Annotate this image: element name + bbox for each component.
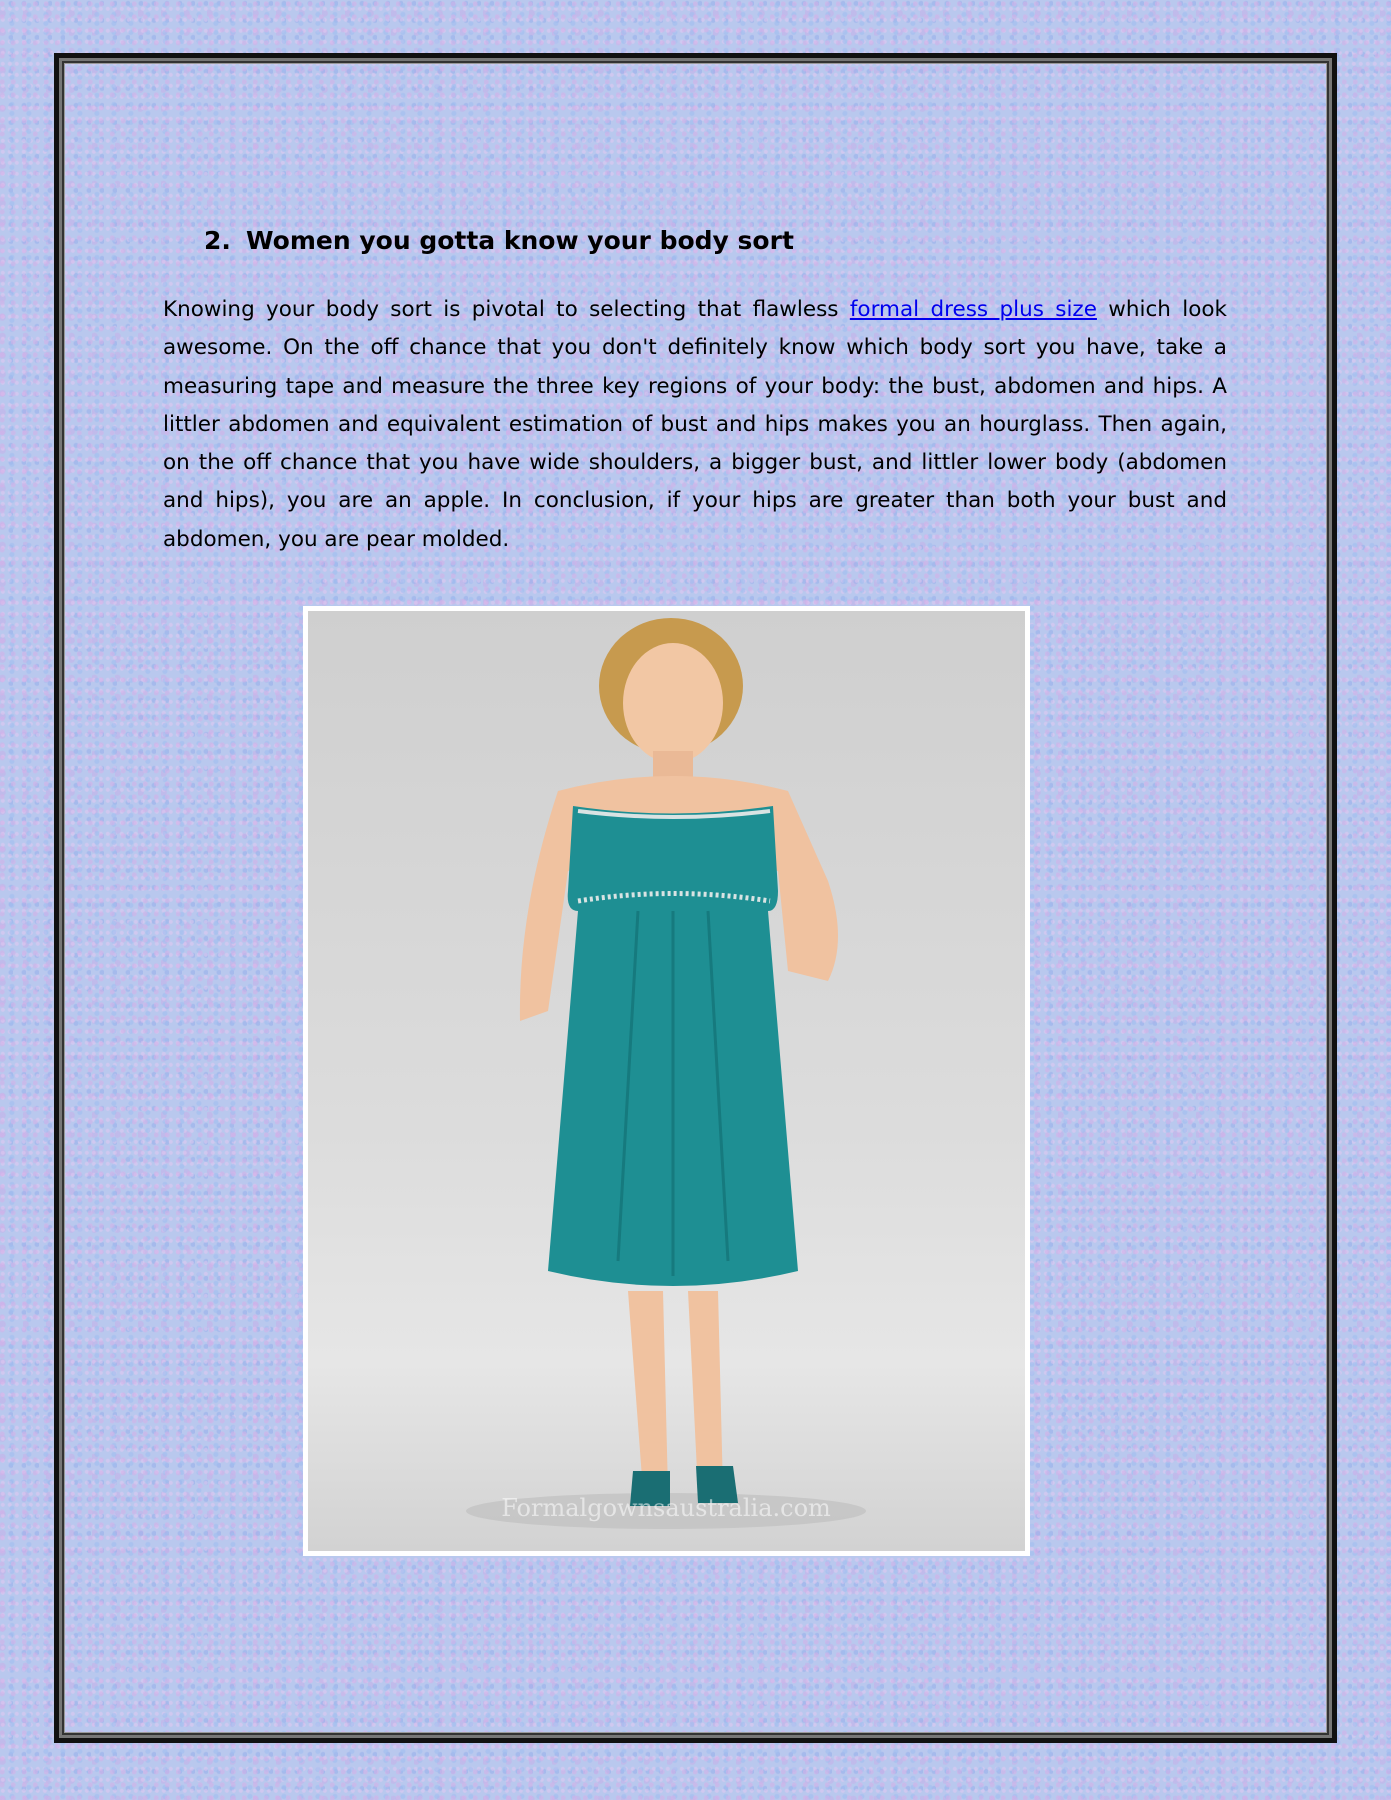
section-heading [204, 226, 794, 255]
left-leg [628, 1291, 668, 1491]
formal-dress-link[interactable]: formal dress plus size [849, 297, 1097, 322]
dress-illustration [308, 611, 1025, 1551]
photo-watermark: Formalgownsaustralia.com [501, 1494, 831, 1522]
paragraph-text-after-link: which look awesome. On the off chance that you don't definitely know which body sort you have, take a measuring tape and measure the three key regions of your body: the bust, abdomen and hips. A littler abdomen and equivalent estimation of bust and hips makes you an hourglass. Then again, on the off chance that you have wide shoulders, a bigger bust, and littler lower body (abdomen and hips), you are an apple. In conclusion, if your hips are greater than both your bust and abdomen, you are pear molded. [163, 297, 1227, 552]
paragraph-text-before-link: Knowing your body sort is pivotal to selecting that flawless [163, 297, 850, 322]
dress-photo [303, 606, 1030, 1556]
body-paragraph [163, 291, 1227, 559]
heading-text: Women you gotta know your body sort [246, 226, 794, 255]
heading-number: 2. [204, 226, 231, 255]
right-leg [688, 1291, 723, 1491]
face [623, 643, 723, 763]
